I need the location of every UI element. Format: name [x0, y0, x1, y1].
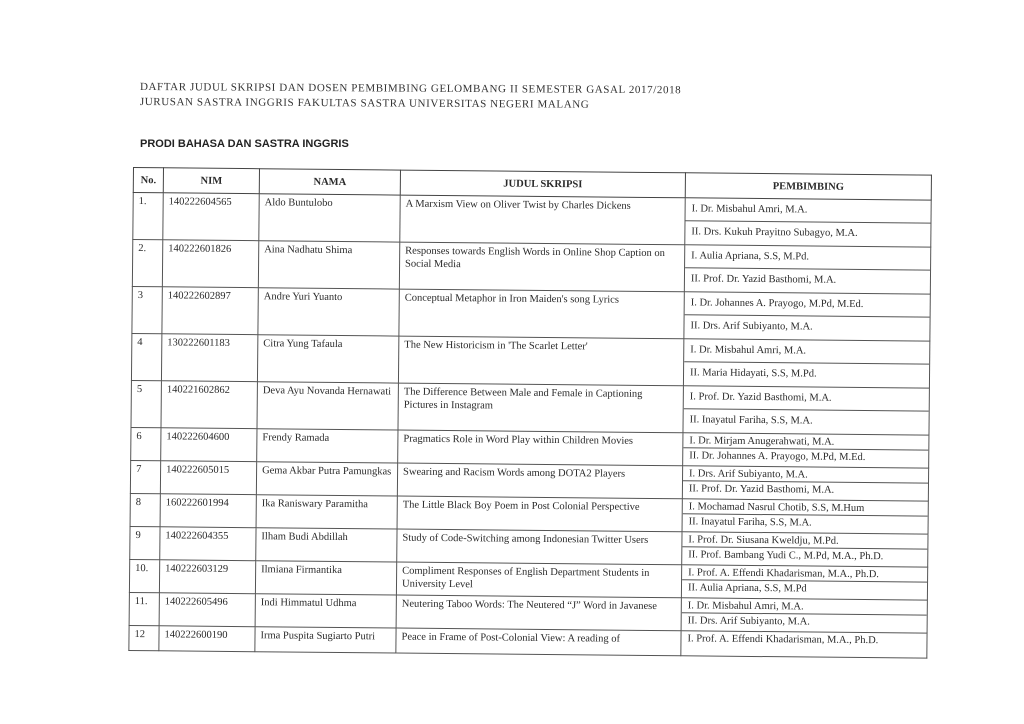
supervisor-2: II. Drs. Kukuh Prayitno Subagyo, M.A.: [691, 226, 858, 239]
cell-no: 12: [129, 625, 159, 650]
supervisor-2: II. Aulia Apriana, S.S, M.Pd: [687, 582, 807, 595]
cell-nama: Andre Yuri Yuanto: [258, 288, 399, 336]
cell-judul: Responses towards English Words in Online Shop Caption on Social Media: [399, 242, 684, 292]
cell-nim: 140222601826: [162, 240, 258, 288]
cell-judul: The Little Black Boy Poem in Post Colonial Perspective: [397, 496, 682, 532]
column-header-judul: JUDUL SKRIPSI: [400, 170, 685, 198]
cell-no: 9: [130, 526, 160, 559]
supervisor-1: I. Prof. Dr. Siusana Kweldju, M.Pd.: [682, 532, 927, 549]
cell-no: 2.: [132, 240, 162, 287]
column-header-nama: NAMA: [259, 169, 400, 195]
header-line-2: JURUSAN SASTRA INGGRIS FAKULTAS SASTRA UNIVERSITAS NEGERI MALANG: [139, 95, 590, 111]
cell-nim: 140222605015: [160, 461, 256, 495]
cell-no: 7: [130, 460, 160, 493]
cell-nama: Ilmiana Firmantika: [255, 561, 396, 595]
cell-pembimbing: [684, 245, 930, 294]
table-row: [131, 333, 929, 388]
header-line-1: DAFTAR JUDUL SKRIPSI DAN DOSEN PEMBIMBING GELOMBANG II SEMESTER GASAL 2017/2018: [139, 80, 682, 97]
cell-nim: 140222604565: [163, 193, 259, 241]
cell-pembimbing: [682, 466, 928, 501]
cell-no: 5: [131, 380, 161, 427]
supervisor-1: I. Aulia Apriana, S.S, M.Pd.: [685, 245, 930, 270]
cell-nama: Gema Akbar Putra Pamungkas: [256, 462, 397, 496]
column-header-no: No.: [133, 168, 163, 193]
cell-no: 4: [131, 333, 161, 380]
thesis-table: [128, 167, 932, 659]
cell-nama: Deva Ayu Novanda Hernawati: [257, 382, 398, 430]
cell-pembimbing: [682, 499, 928, 534]
column-header-pembimbing: PEMBIMBING: [685, 173, 931, 200]
cell-judul: Conceptual Metaphor in Iron Maiden's song Lyrics: [399, 289, 684, 339]
cell-nama: Aldo Buntulobo: [259, 194, 400, 242]
cell-pembimbing: [681, 631, 927, 658]
cell-nim: 140222600190: [159, 626, 255, 652]
cell-nama: Ika Raniswary Paramitha: [256, 495, 397, 529]
cell-nim: 140222604600: [161, 428, 257, 462]
cell-nama: Aina Nadhatu Shima: [258, 241, 399, 289]
cell-nama: Indi Himmatul Udhma: [255, 594, 396, 628]
thesis-table-wrapper: [128, 167, 932, 659]
cell-nim: 130222601183: [161, 334, 257, 382]
cell-nim: 140222603129: [159, 560, 255, 594]
cell-pembimbing: [681, 598, 927, 633]
cell-judul: Peace in Frame of Post-Colonial View: A reading of: [396, 628, 681, 656]
cell-judul: Study of Code-Switching among Indonesian Twitter Users: [397, 529, 682, 565]
supervisor-1: I. Dr. Misbahul Amri, M.A.: [686, 198, 931, 223]
cell-judul: Compliment Responses of English Department Students in University Level: [396, 562, 681, 598]
cell-nama: Irma Puspita Sugiarto Putri: [255, 627, 396, 653]
cell-pembimbing: [685, 198, 931, 247]
supervisor-1: I. Drs. Arif Subiyanto, M.A.: [683, 466, 928, 483]
cell-nama: Ilham Budi Abdillah: [256, 528, 397, 562]
cell-judul: Neutering Taboo Words: The Neutered “J” Word in Javanese: [396, 595, 681, 631]
document-header: [140, 80, 682, 113]
supervisor-2: II. Drs. Arif Subiyanto, M.A.: [687, 615, 810, 628]
cell-judul: The Difference Between Male and Female in Captioning Pictures in Instagram: [398, 383, 683, 433]
cell-nim: 140221602862: [161, 381, 257, 429]
cell-judul: The New Historicism in 'The Scarlet Letter': [398, 336, 683, 386]
supervisor-2: II. Dr. Johannes A. Prayogo, M.Pd, M.Ed.: [689, 450, 866, 464]
supervisor-1: I. Prof. Dr. Yazid Basthomi, M.A.: [684, 386, 929, 411]
section-title: PRODI BAHASA DAN SASTRA INGGRIS: [140, 138, 349, 150]
cell-pembimbing: [681, 565, 927, 600]
supervisor-2: II. Prof. Bambang Yudi C., M.Pd, M.A., Ph.D.: [688, 549, 884, 563]
cell-nama: Frendy Ramada: [257, 429, 398, 463]
cell-nim: 140222602897: [162, 287, 258, 335]
supervisor-1: I. Prof. A. Effendi Khadarisman, M.A., Ph.D.: [687, 633, 879, 647]
table-row: [132, 286, 930, 341]
supervisor-1: I. Prof. A. Effendi Khadarisman, M.A., Ph.D.: [682, 565, 927, 582]
table-row: [133, 193, 931, 248]
cell-pembimbing: [683, 339, 929, 388]
cell-no: 3: [132, 286, 162, 333]
cell-no: 8: [130, 493, 160, 526]
cell-no: 11.: [129, 592, 159, 625]
cell-judul: Swearing and Racism Words among DOTA2 Players: [397, 463, 682, 499]
supervisor-2: II. Inayatul Fariha, S.S, M.A.: [688, 516, 812, 529]
cell-nama: Citra Yung Tafaula: [257, 335, 398, 383]
cell-nim: 140222605496: [159, 593, 255, 627]
supervisor-1: I. Dr. Mirjam Anugerahwati, M.A.: [683, 433, 928, 450]
supervisor-2: II. Inayatul Fariha, S.S, M.A.: [689, 414, 813, 427]
cell-pembimbing: [682, 532, 928, 567]
cell-no: 10.: [129, 559, 159, 592]
supervisor-1: I. Dr. Misbahul Amri, M.A.: [682, 598, 927, 615]
cell-pembimbing: [684, 292, 930, 341]
cell-judul: A Marxism View on Oliver Twist by Charles Dickens: [400, 195, 685, 245]
supervisor-2: II. Drs. Arif Subiyanto, M.A.: [690, 320, 813, 333]
supervisor-1: I. Dr. Johannes A. Prayogo, M.Pd, M.Ed.: [685, 292, 930, 317]
supervisor-2: II. Prof. Dr. Yazid Basthomi, M.A.: [688, 483, 835, 496]
supervisor-1: I. Mochamad Nasrul Chotib, S.S, M.Hum: [683, 499, 928, 516]
supervisor-1: I. Dr. Misbahul Amri, M.A.: [684, 339, 929, 364]
supervisor-2: II. Prof. Dr. Yazid Basthomi, M.A.: [690, 273, 837, 286]
column-header-nim: NIM: [163, 168, 259, 194]
cell-no: 6: [131, 427, 161, 460]
cell-nim: 140222604355: [160, 527, 256, 561]
table-row: [131, 380, 929, 435]
cell-judul: Pragmatics Role in Word Play within Children Movies: [398, 430, 683, 466]
cell-pembimbing: [683, 433, 929, 468]
cell-nim: 160222601994: [160, 494, 256, 528]
supervisor-2: II. Maria Hidayati, S.S, M.Pd.: [689, 367, 817, 380]
cell-no: 1.: [133, 193, 163, 240]
table-row: [132, 240, 930, 295]
cell-pembimbing: [683, 386, 929, 435]
